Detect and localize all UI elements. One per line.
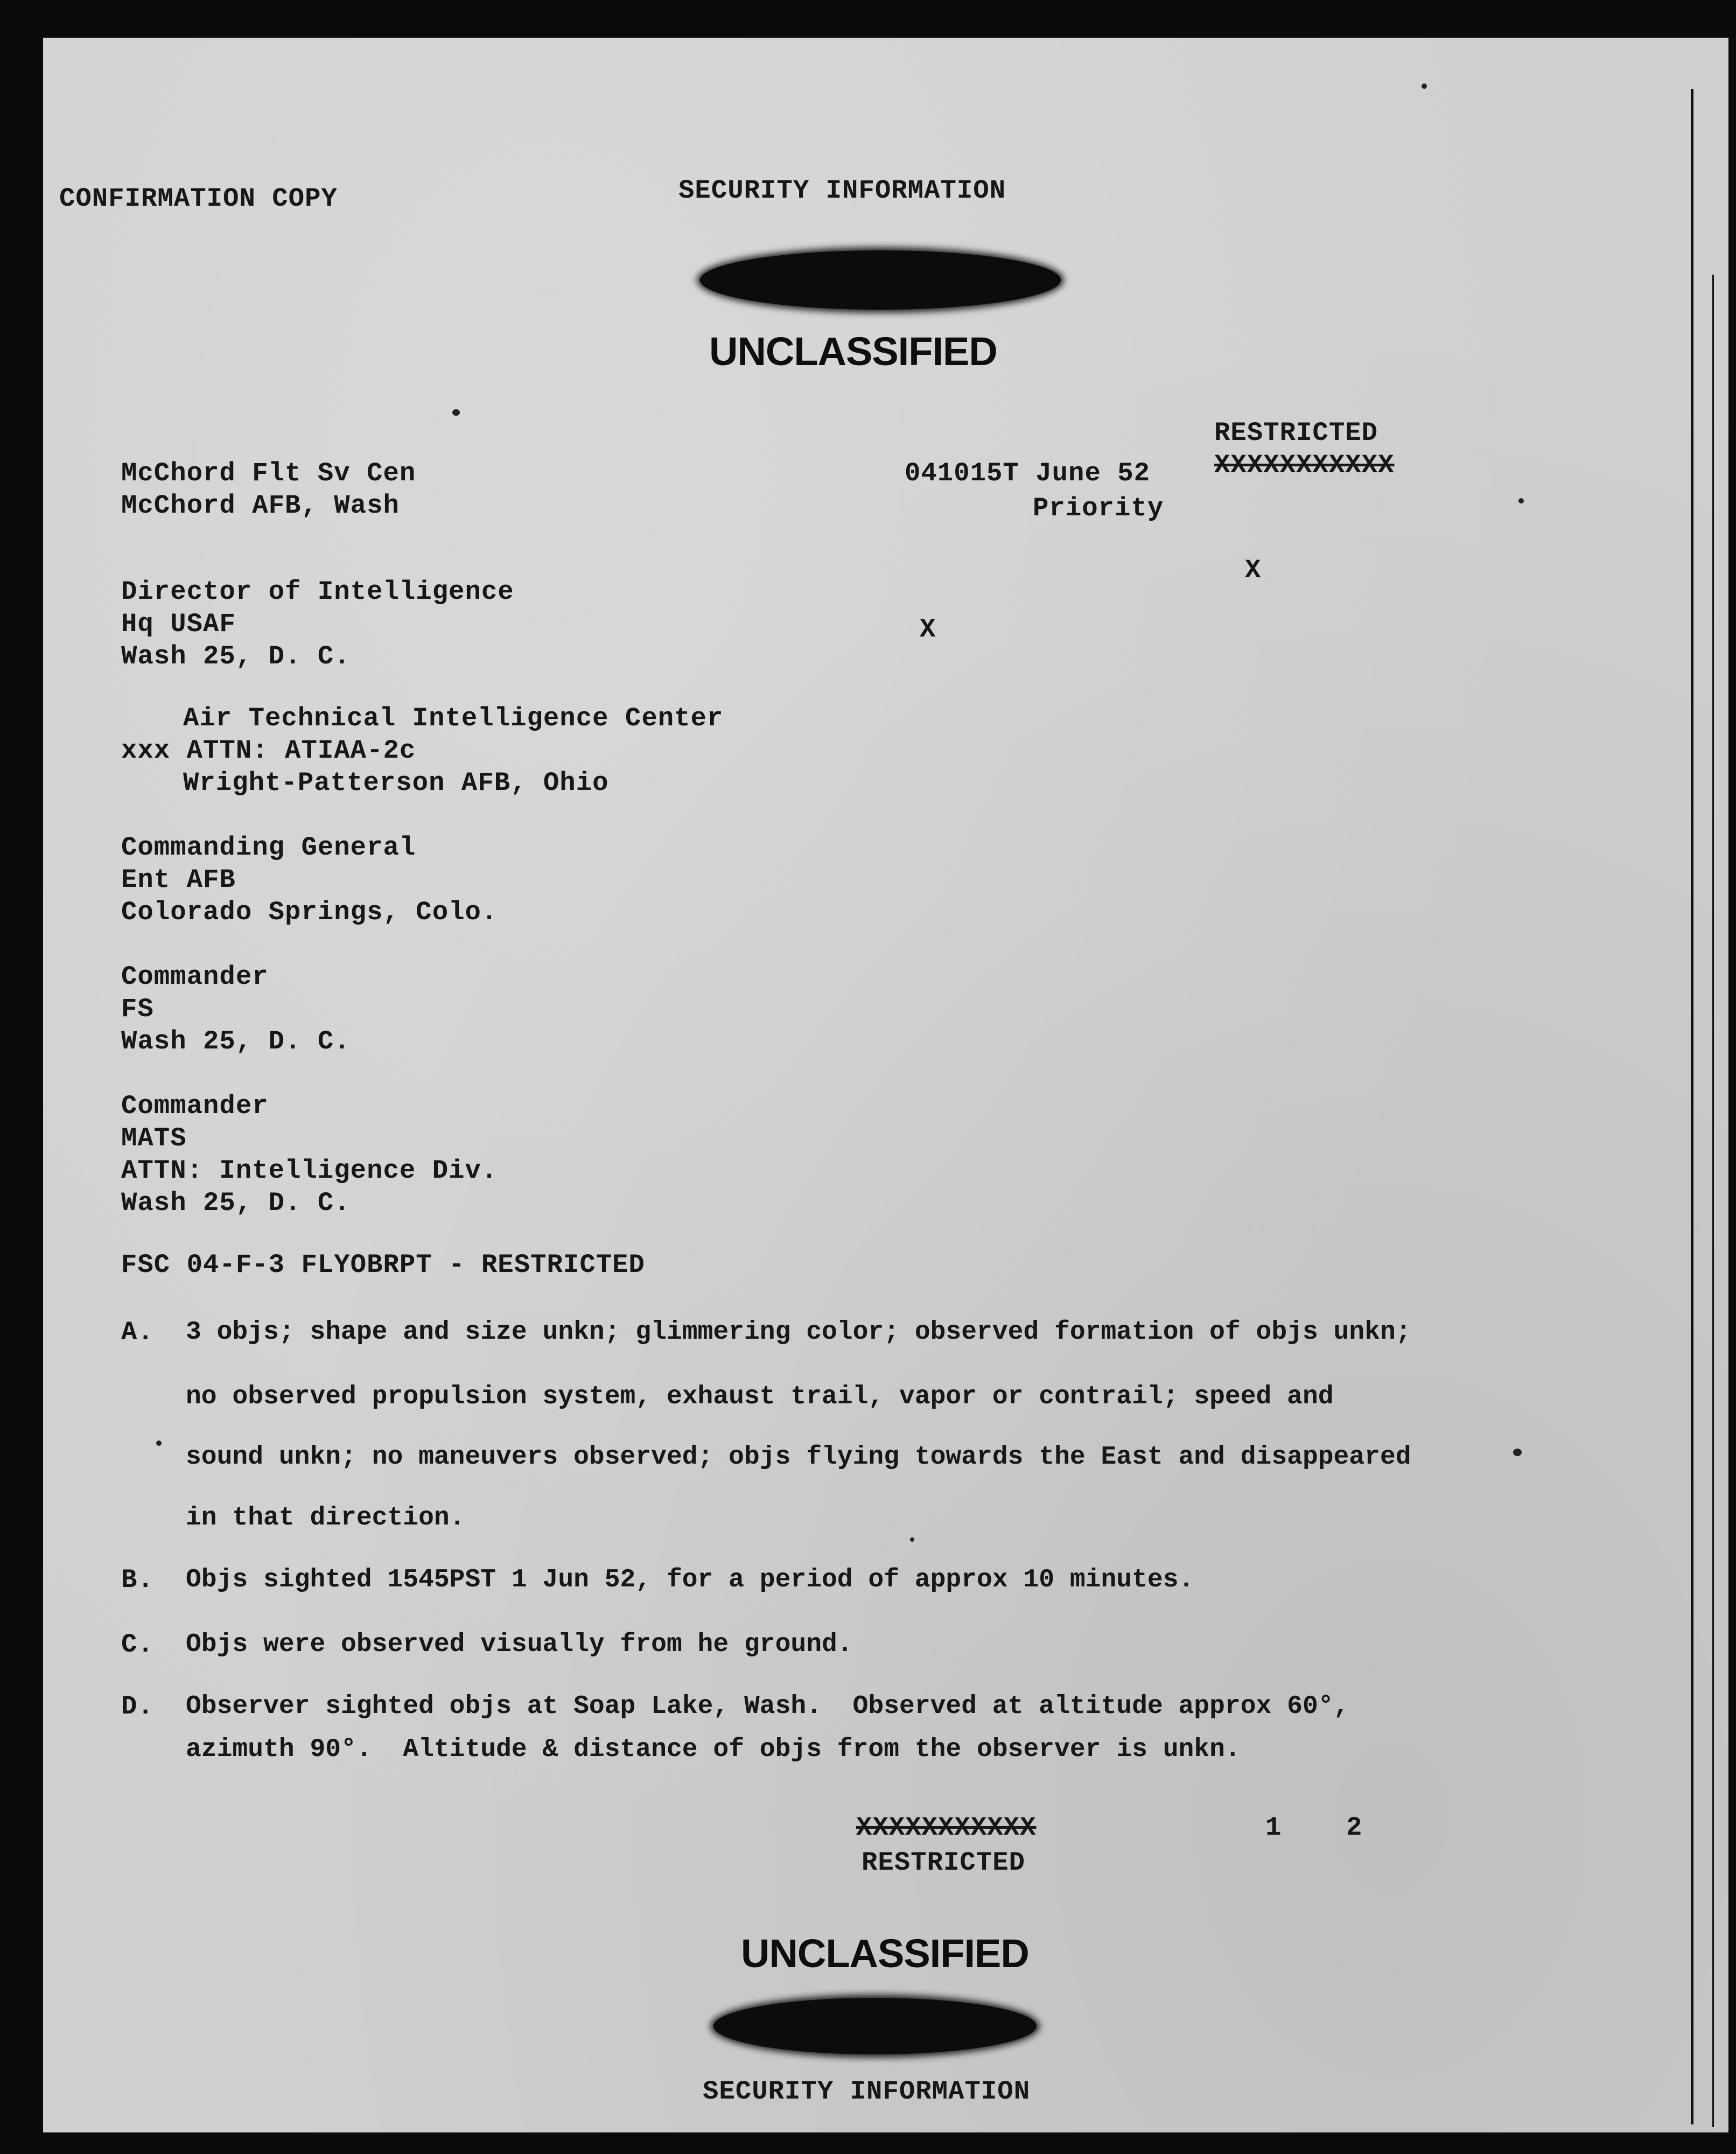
item-b-line-1: Objs sighted 1545PST 1 Jun 52, for a period of approx 10 minutes.: [186, 1565, 1194, 1594]
speck: [1518, 498, 1524, 503]
struck-classification-top: XXXXXXXXXXX: [1214, 450, 1395, 480]
speck: [1422, 83, 1427, 89]
page-total: 2: [1346, 1813, 1363, 1843]
item-a-line-1: 3 objs; shape and size unkn; glimmering color; observed formation of objs unkn;: [186, 1318, 1411, 1347]
struck-classification-bottom: XXXXXXXXXXX: [856, 1813, 1037, 1843]
speck: [1513, 1449, 1522, 1456]
addressee-4-line-1: Commander: [121, 962, 269, 992]
addressee-1-line-2: Hq USAF: [121, 609, 236, 639]
speck: [910, 1537, 914, 1542]
sender-line-2: McChord AFB, Wash: [121, 491, 400, 521]
precedence: Priority: [1033, 493, 1164, 523]
confirmation-copy-label: CONFIRMATION COPY: [59, 184, 338, 214]
speck: [156, 1440, 162, 1446]
item-b-label: B.: [121, 1565, 154, 1595]
addressee-4-line-2: FS: [121, 994, 154, 1024]
addressee-1-line-1: Director of Intelligence: [121, 577, 514, 607]
item-a-line-3: sound unkn; no maneuvers observed; objs flying towards the East and disappeared: [186, 1443, 1411, 1472]
unclassified-stamp-bottom: UNCLASSIFIED: [741, 1931, 1029, 1976]
item-c-label: C.: [121, 1630, 154, 1660]
item-a-line-4: in that direction.: [186, 1503, 465, 1533]
item-d-label: D.: [121, 1691, 154, 1722]
sender-line-1: McChord Flt Sv Cen: [121, 458, 416, 488]
scan-edge-line: [1712, 275, 1714, 2127]
addressee-2-line-1: Air Technical Intelligence Center: [183, 703, 724, 733]
restricted-label-top: RESTRICTED: [1214, 418, 1378, 448]
item-a-label: A.: [121, 1317, 154, 1347]
redaction-mark-bottom: [713, 1998, 1037, 2054]
addressee-5-line-3: ATTN: Intelligence Div.: [121, 1156, 498, 1186]
item-c-line-1: Objs were observed visually from he ground.: [186, 1630, 853, 1659]
addressee-4-line-3: Wash 25, D. C.: [121, 1026, 351, 1057]
page-number: 1: [1265, 1813, 1282, 1843]
mark-x-center: X: [920, 614, 936, 645]
restricted-label-bottom: RESTRICTED: [862, 1848, 1026, 1878]
date-time-group: 041015T June 52: [905, 458, 1151, 488]
item-d-line-2: azimuth 90°. Altitude & distance of objs from the observer is unkn.: [186, 1735, 1241, 1764]
addressee-3-line-2: Ent AFB: [121, 865, 236, 895]
addressee-1-line-3: Wash 25, D. C.: [121, 641, 351, 672]
document-page: [43, 38, 1728, 2132]
unclassified-stamp-top: UNCLASSIFIED: [709, 329, 997, 374]
redaction-mark-top: [700, 250, 1061, 310]
mark-x-right: X: [1245, 555, 1262, 585]
security-information-top: SECURITY INFORMATION: [678, 176, 1006, 206]
subject-line: FSC 04-F-3 FLYOBRPT - RESTRICTED: [121, 1250, 645, 1280]
security-information-bottom: SECURITY INFORMATION: [703, 2076, 1031, 2107]
addressee-5-line-2: MATS: [121, 1123, 187, 1153]
addressee-2-line-2: xxx ATTN: ATIAA-2c: [121, 736, 416, 766]
addressee-5-line-1: Commander: [121, 1091, 269, 1121]
scan-edge-line: [1691, 89, 1693, 2124]
item-a-line-2: no observed propulsion system, exhaust trail, vapor or contrail; speed and: [186, 1382, 1334, 1411]
item-d-line-1: Observer sighted objs at Soap Lake, Wash. Observed at altitude approx 60°,: [186, 1692, 1349, 1721]
addressee-3-line-1: Commanding General: [121, 833, 416, 863]
speck: [452, 409, 460, 416]
addressee-2-line-3: Wright-Patterson AFB, Ohio: [183, 768, 609, 798]
addressee-3-line-3: Colorado Springs, Colo.: [121, 897, 498, 927]
addressee-5-line-4: Wash 25, D. C.: [121, 1188, 351, 1218]
